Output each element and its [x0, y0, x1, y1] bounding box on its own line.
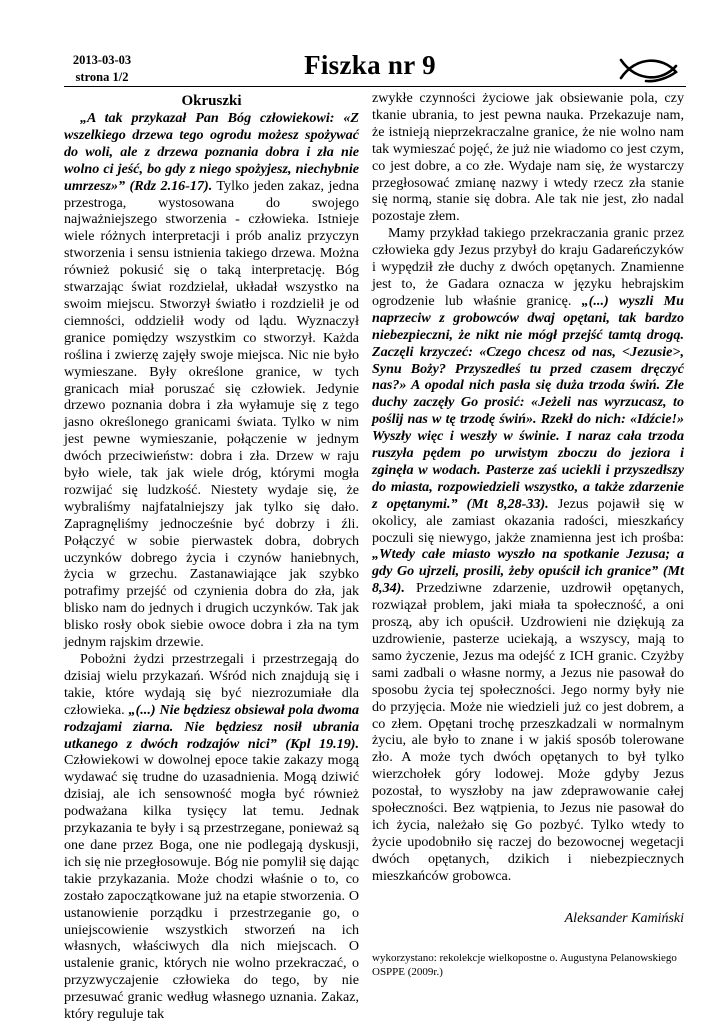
ichthys-fish-icon — [618, 54, 684, 84]
right-column — [372, 90, 684, 885]
article-title: Okruszki — [181, 93, 242, 109]
page-number: strona 1/2 — [75, 70, 129, 84]
header-rule — [64, 86, 686, 87]
source-footnote: wykorzystano: rekolekcje wielkopostne o. Augustyna Pelanowskiego OSPPE (2009r.) — [372, 952, 677, 978]
paragraph: zwykłe czynności życiowe jak obsiewanie pola, czy tkanie ubrania, to jest pewna nauka. Przekazuje nam, że istnieją nieprzekraczalne granice, że nie wolno nam tak wymieszać pojęć, że już nie wiadomo co jest czym, co jest dobre, a co złe. Wydaje nam się, że wystarczy przegłosować zmianę nazwy i wtedy rzecz zła stanie się normą, stanie się dobra. Ale tak nie jest, zło nadal pozostaje złem. — [372, 90, 684, 225]
scripture-quote: „A tak przykazał Pan Bóg człowiekowi: «Z wszelkiego drzewa tego ogrodu możesz spożywać do woli, ale z drzewa poznania dobra i zła nie wolno ci jeść, bo gdy z niego spożyjesz, niechybnie umrzesz»” (Rdz 2.16-17). — [64, 110, 359, 194]
paragraph-text: Mamy przykład takiego przekraczania granic przez człowieka gdy Jezus przybył do kraju Gadareńczyków i wypędził złe duchy z dwóch opętanych. Znamienne jest to, że Gadara oznacza w języku hebrajskim ogrodzenie lub właśnie granicę. — [372, 225, 684, 309]
paragraph-text: Jezus pojawił się w okolicy, ale zamiast okazania radości, mieszkańcy poczuli się niewygo, jakże znamienna jest ich prośba: — [372, 495, 684, 546]
paragraph-text: Przedziwne zdarzenie, uzdrowił opętanych, rozwiązał problem, jaki miała ta społeczność, a oni proszą, aby ich opuścił. Uzdrowieni nie dziękują za uzdrowienie, pasterze uciekają, a wszyscy, mają to samo życzenie, Jezus ma odejść z ICH granic. Czyżby sami zadbali o własne normy, a Jezus nie pasował do sposobu życia tej społeczności. Jego normy były nie do przyjęcia. Może nie wiedzieli już co jest dobrem, a co złem. Opętani trochę przeszkadzali w normalnym życiu, ale było to znane i w jakiś sposób tolerowane zło. A może tych dwóch opętanych to był tylko wierzchołek góry lodowej. Może gdyby Jezus pozostał, to wyszłoby na jaw zdeprawowanie całej społeczności. Bez wątpienia, to Jezus nie pasował do ich życia, należało się Go pozbyć. Tylko wtedy to życie upodobniło się raczej do bezowocnej wegetacji dwóch opętanych, dzikich i niebezpiecznych mieszkańców grobowca. — [372, 580, 684, 884]
paragraph — [372, 225, 684, 884]
scripture-quote: „Wtedy całe miasto wyszło na spotkanie Jezusa; a gdy Go ujrzeli, prosili, żeby opuścił ich granice” (Mt 8,34). — [372, 546, 684, 597]
paragraph — [64, 110, 359, 651]
left-column — [64, 90, 359, 1023]
author-signature: Aleksander Kamiński — [564, 911, 684, 926]
header-date-block — [40, 52, 164, 86]
issue-date: 2013-03-03 — [72, 53, 132, 67]
paragraph — [64, 651, 359, 1023]
page-title: Fiszka nr 9 — [304, 50, 436, 80]
paragraph-text: Człowiekowi w dowolnej epoce takie zakazy mogą wydawać się trudne do uzasadnienia. Mogą dziwić dzisiaj, ale ich sensowność mogła być również podważana kilka tysięcy lat temu. Jednak przykazania te były i są przestrzegane, ponieważ są one dane przez Boga, one nie podlegają dyskusji, ich się nie przegłosowuje. Bóg nie pomylił się dając takie przykazania. Może chodzi właśnie o to, co zostało zapoczątkowane już na etapie stworzenia. O ustanowienie porządku i przestrzeganie go, o uniejscowienie wszystkich stworzeń na ich własnych, właściwych dla nich miejscach. O ustalenie granic, których nie wolno przekraczać, o przyzwyczajenie człowieka do tego, by nie przesuwać granic według własnego uznania. Zakaz, który reguluje tak — [64, 752, 359, 1023]
paragraph-text: Pobożni żydzi przestrzegali i przestrzegają do dzisiaj wielu przykazań. Wśród nich znajdują się i takie, które wydają się być niezrozumiałe dla człowieka. — [64, 651, 359, 718]
scripture-quote: „(...) wyszli Mu naprzeciw z grobowców dwaj opętani, tak bardzo niebezpieczni, że nikt nie mógł przejść tamtą drogą. Zaczęli krzyczeć: «Czego chcesz od nas, <Jezusie>, Synu Boży? Przyszedłeś tu przed czasem dręczyć nas?» A opodal nich pasła się duża trzoda świń. Złe duchy zaczęły Go prosić: «Jeżeli nas wyrzucasz, to poślij nas w tę trzodę świń». Rzekł do nich: «Idźcie!» Wyszły więc i weszły w świnie. I naraz cała trzoda ruszyła pędem po urwistym zboczu do jeziora i zginęła w wodach. Pasterze zaś uciekli i przyszedłszy do miasta, rozpowiedzieli wszystko, a także zdarzenie z opętanymi.” (Mt 8,28-33). — [372, 292, 684, 512]
paragraph-text: Tylko jeden zakaz, jedna przestroga, wystosowana do swojego najważniejszego stworzenia - człowieka. Istnieje wiele różnych interpretacji i prób analiz przyczyn stworzenia i sensu istnienia takiego drzewa. Można również pokusić się o taką interpretację. Bóg stwarzając świat rozdzielał, układał wszystko na swoim miejscu. Stworzył światło i rozdzielił je od ciemności, oddzielił wody od lądu. Wyznaczył granice pomiędzy wszystkim co stworzył. Każda roślina i zwierzę zajęły swoje miejsca. Nic nie było wymieszane. Były określone granice, w tych granicach miał poruszać się człowiek. Jedynie drzewo poznania dobra i zła wyłamuje się z tego jasno określonego granicami świata. Tylko w nim jest pewne wymieszanie, połączenie w jednym dwóch przeciwieństw: dobra i zła. Drzew w raju było wiele, tak jak wiele dróg, którymi mogła rozwijać się ludzkość. Niestety wydaje się, że wybraliśmy najfatalniejszy jak tylko się dało. Zapragnęliśmy jednocześnie być dobrzy i źli. Połączyć w sobie pierwastek dobra, dobrych uczynków dobrego życia i czynów haniebnych, życia w grzechu. Zastanawiające jak szybko potrafimy przejść od czynienia dobra do zła, jak blisko nam do jednych i drugich uczynków. Tak jak blisko rosły obok siebie owoce dobra i zła na tym jednym rajskim drzewie. — [64, 177, 359, 651]
scripture-quote: „(...) Nie będziesz obsiewał pola dwoma rodzajami ziarna. Nie będziesz nosił ubrania utkanego z dwóch rodzajów nici” (Kpl 19.19). — [64, 701, 359, 752]
